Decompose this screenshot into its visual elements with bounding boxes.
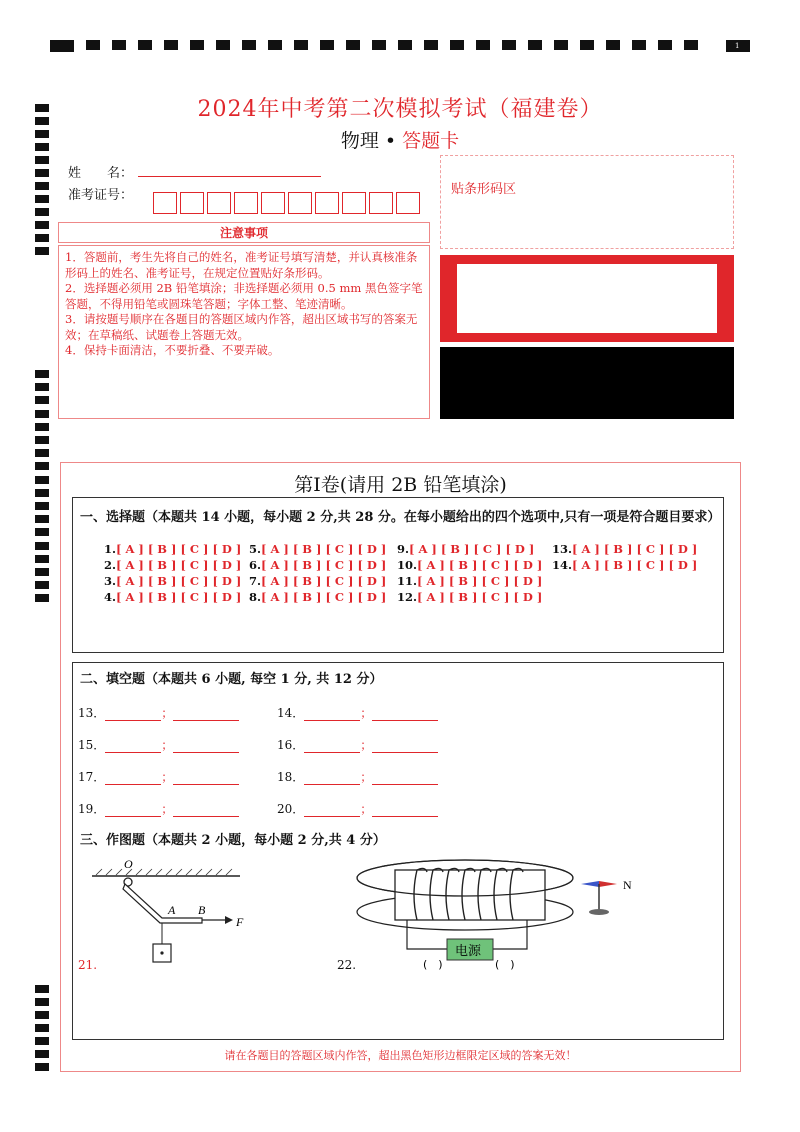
notice-item: 4．保持卡面清洁，不要折叠、不要弄破。: [65, 343, 280, 357]
timing-mark: [268, 40, 282, 50]
fill-question-15: [78, 736, 239, 753]
timing-mark: [372, 40, 386, 50]
choice-options[interactable]: [ A ] [ B ] [ C ] [ D ]: [261, 542, 387, 556]
fill-number: 19．: [78, 802, 106, 816]
label-O: O: [124, 857, 133, 871]
section-one-title: 第Ⅰ卷(请用 2B 铅笔填涂): [294, 474, 507, 496]
timing-mark: [658, 40, 672, 50]
timing-mark: [35, 449, 49, 457]
fill-number: 16．: [277, 738, 305, 752]
q21-number: 21.: [78, 958, 98, 972]
choice-question-14[interactable]: [552, 558, 697, 572]
answer-blank[interactable]: [372, 772, 438, 785]
fill-number: 14．: [277, 706, 305, 720]
fill-heading: 二、填空题（本题共 6 小题, 每空 1 分, 共 12 分）: [80, 672, 383, 687]
fill-question-20: [277, 800, 438, 817]
right-pole-blank: ( ): [495, 958, 515, 971]
timing-mark: [35, 528, 49, 536]
choice-question-5[interactable]: [249, 542, 386, 556]
choice-question-13[interactable]: [552, 542, 697, 556]
id-digit-box[interactable]: [180, 192, 204, 214]
answer-blank[interactable]: [304, 772, 360, 785]
timing-mark: [35, 515, 49, 523]
choice-options[interactable]: [ A ] [ B ] [ C ] [ D ]: [261, 590, 387, 604]
id-digit-box[interactable]: [153, 192, 177, 214]
absent-mark-frame: [440, 255, 734, 342]
dot-separator: •: [384, 130, 397, 152]
footer-warning: 请在各题目的答题区域内作答，超出黑色矩形边框限定区域的答案无效！: [224, 1049, 577, 1062]
choice-options[interactable]: [ A ] [ B ] [ C ] [ D ]: [116, 574, 242, 588]
choice-number: 14.: [552, 558, 573, 572]
choice-options[interactable]: [ A ] [ B ] [ C ] [ D ]: [417, 590, 543, 604]
choice-options[interactable]: [ A ] [ B ] [ C ] [ D ]: [572, 542, 698, 556]
id-digit-box[interactable]: [342, 192, 366, 214]
id-digit-box[interactable]: [369, 192, 393, 214]
blank-separator: ；: [360, 802, 373, 816]
timing-mark: [632, 40, 646, 50]
choice-question-4[interactable]: [104, 590, 241, 604]
choice-question-3[interactable]: [104, 574, 241, 588]
choice-number: 11.: [397, 574, 418, 588]
timing-mark: [35, 1063, 49, 1071]
blank-separator: ；: [161, 770, 174, 784]
choice-options[interactable]: [ A ] [ B ] [ C ] [ D ]: [116, 558, 242, 572]
timing-mark: [35, 1050, 49, 1058]
blank-separator: ；: [360, 706, 373, 720]
timing-mark: [164, 40, 178, 50]
timing-mark: [554, 40, 568, 50]
timing-mark: [35, 1037, 49, 1045]
choice-number: 2.: [104, 558, 117, 572]
id-label: 准考证号：: [68, 188, 134, 203]
choice-question-2[interactable]: [104, 558, 241, 572]
barcode-label: 贴条形码区: [451, 182, 517, 197]
answer-blank[interactable]: [105, 708, 161, 721]
answer-blank[interactable]: [105, 740, 161, 753]
timing-mark: [35, 182, 49, 190]
timing-mark: [190, 40, 204, 50]
notice-item: 3．请按题号顺序在各题目的答题区域内作答，超出区域书写的答案无效；在草稿纸、试题卷上答题无效。: [65, 312, 418, 342]
choice-number: 5.: [249, 542, 262, 556]
answer-blank[interactable]: [105, 804, 161, 817]
blank-separator: ；: [161, 802, 174, 816]
timing-mark: [35, 383, 49, 391]
choice-number: 3.: [104, 574, 117, 588]
timing-mark: [294, 40, 308, 50]
subject-name: 物理: [340, 130, 379, 152]
blank-separator: ；: [360, 738, 373, 752]
id-digit-box[interactable]: [207, 192, 231, 214]
answer-blank[interactable]: [304, 708, 360, 721]
timing-mark: [35, 208, 49, 216]
blank-separator: ；: [360, 770, 373, 784]
timing-mark: [476, 40, 490, 50]
timing-mark: [35, 594, 49, 602]
answer-blank[interactable]: [372, 740, 438, 753]
id-digit-box[interactable]: [288, 192, 312, 214]
choice-number: 9.: [397, 542, 410, 556]
timing-mark: [242, 40, 256, 50]
choice-heading: 一、选择题（本题共 14 小题，每小题 2 分,共 28 分。在每小题给出的四个选项中,只有一项是符合题目要求）: [80, 510, 721, 525]
notice-item: 2．选择题必须用 2B 铅笔填涂；非选择题必须用 0.5 mm 黑色签字笔答题，不得用铅笔或圆珠笔答题；字体工整、笔迹清晰。: [65, 281, 423, 311]
timing-mark: [398, 40, 412, 50]
choice-options[interactable]: [ A ] [ B ] [ C ] [ D ]: [116, 590, 242, 604]
black-block: [440, 347, 734, 419]
timing-mark: [35, 998, 49, 1006]
answer-blank[interactable]: [304, 804, 360, 817]
choice-question-11[interactable]: [397, 574, 542, 588]
timing-mark: [35, 234, 49, 242]
choice-number: 13.: [552, 542, 573, 556]
timing-mark: [320, 40, 334, 50]
fill-question-17: [78, 768, 239, 785]
fill-number: 17．: [78, 770, 106, 784]
id-digit-box[interactable]: [234, 192, 258, 214]
timing-mark: [86, 40, 100, 50]
timing-mark: [35, 169, 49, 177]
answer-blank[interactable]: [105, 772, 161, 785]
choice-options[interactable]: [ A ] [ B ] [ C ] [ D ]: [409, 542, 535, 556]
fill-question-19: [78, 800, 239, 817]
choice-question-6[interactable]: [249, 558, 386, 572]
answer-blank[interactable]: [372, 804, 438, 817]
fill-number: 18．: [277, 770, 305, 784]
timing-mark: [528, 40, 542, 50]
timing-mark: [580, 40, 594, 50]
answer-blank[interactable]: [173, 772, 239, 785]
choice-options[interactable]: [ A ] [ B ] [ C ] [ D ]: [261, 558, 387, 572]
fill-number: 15．: [78, 738, 106, 752]
timing-mark: [112, 40, 126, 50]
timing-mark: [424, 40, 438, 50]
timing-mark: [35, 985, 49, 993]
choice-question-8[interactable]: [249, 590, 386, 604]
choice-number: 12.: [397, 590, 418, 604]
fill-question-13: [78, 704, 239, 721]
choice-options[interactable]: [ A ] [ B ] [ C ] [ D ]: [417, 558, 543, 572]
fill-number: 20．: [277, 802, 305, 816]
q22-number: 22.: [337, 958, 357, 972]
timing-mark: [35, 555, 49, 563]
exam-title: 2024年中考第二次模拟考试（福建卷）: [197, 97, 603, 122]
answer-card-label: 答题卡: [402, 130, 460, 152]
power-label: 电源: [455, 944, 482, 959]
timing-mark: [35, 156, 49, 164]
north-label: N: [623, 878, 632, 892]
timing-mark: [35, 476, 49, 484]
timing-mark: [684, 40, 698, 50]
page-number: 1: [735, 42, 740, 50]
fill-question-18: [277, 768, 438, 785]
answer-blank[interactable]: [372, 708, 438, 721]
name-label: 姓 名：: [68, 166, 134, 181]
id-digit-box[interactable]: [396, 192, 420, 214]
timing-mark: [450, 40, 464, 50]
choice-options[interactable]: [ A ] [ B ] [ C ] [ D ]: [116, 542, 242, 556]
figure-22-solenoid: [355, 848, 655, 973]
choice-options[interactable]: [ A ] [ B ] [ C ] [ D ]: [417, 574, 543, 588]
timing-mark: [606, 40, 620, 50]
id-digit-box[interactable]: [315, 192, 339, 214]
timing-mark: [502, 40, 516, 50]
fill-question-16: [277, 736, 438, 753]
timing-mark: [216, 40, 230, 50]
choice-question-1[interactable]: [104, 542, 241, 556]
timing-mark: [35, 221, 49, 229]
timing-mark: [50, 40, 74, 52]
choice-question-7[interactable]: [249, 574, 386, 588]
timing-mark: [35, 462, 49, 470]
choice-number: 6.: [249, 558, 262, 572]
choice-number: 4.: [104, 590, 117, 604]
drawing-heading: 三、作图题（本题共 2 小题，每小题 2 分,共 4 分）: [80, 833, 386, 848]
timing-mark: [35, 568, 49, 576]
notice-body: [58, 245, 430, 419]
timing-mark: [35, 410, 49, 418]
name-field[interactable]: [138, 174, 321, 177]
timing-mark: [346, 40, 360, 50]
timing-mark: [35, 1024, 49, 1032]
choice-number: 10.: [397, 558, 418, 572]
timing-mark: [35, 489, 49, 497]
answer-blank[interactable]: [173, 740, 239, 753]
blank-separator: ；: [161, 738, 174, 752]
barcode-area: [440, 155, 734, 249]
choice-number: 8.: [249, 590, 262, 604]
choice-number: 7.: [249, 574, 262, 588]
timing-mark: [35, 1011, 49, 1019]
answer-blank[interactable]: [173, 708, 239, 721]
choice-options[interactable]: [ A ] [ B ] [ C ] [ D ]: [261, 574, 387, 588]
timing-mark: [35, 436, 49, 444]
timing-mark: [35, 502, 49, 510]
blank-separator: ；: [161, 706, 174, 720]
answer-blank[interactable]: [173, 804, 239, 817]
choice-number: 1.: [104, 542, 117, 556]
choice-question-9[interactable]: [397, 542, 534, 556]
left-pole-blank: ( ): [423, 958, 443, 971]
label-B: B: [198, 903, 206, 917]
choice-options[interactable]: [ A ] [ B ] [ C ] [ D ]: [572, 558, 698, 572]
id-digit-box[interactable]: [261, 192, 285, 214]
timing-mark: [35, 423, 49, 431]
timing-mark: [35, 370, 49, 378]
timing-mark: [35, 396, 49, 404]
timing-mark: [35, 247, 49, 255]
timing-mark: [35, 542, 49, 550]
answer-blank[interactable]: [304, 740, 360, 753]
label-A: A: [168, 903, 176, 917]
timing-mark: [35, 581, 49, 589]
choice-question-12[interactable]: [397, 590, 542, 604]
fill-question-14: [277, 704, 438, 721]
label-F: F: [236, 915, 244, 929]
timing-mark: [35, 195, 49, 203]
timing-mark: [138, 40, 152, 50]
notice-item: 1．答题前，考生先将自己的姓名，准考证号填写清楚，并认真核准条形码上的姓名、准考证号，在规定位置贴好条形码。: [65, 250, 418, 280]
figure-21-lever: [90, 856, 260, 971]
notice-heading: 注意事项: [58, 222, 430, 243]
choice-question-10[interactable]: [397, 558, 542, 572]
fill-number: 13．: [78, 706, 106, 720]
exam-subtitle: [0, 126, 800, 153]
